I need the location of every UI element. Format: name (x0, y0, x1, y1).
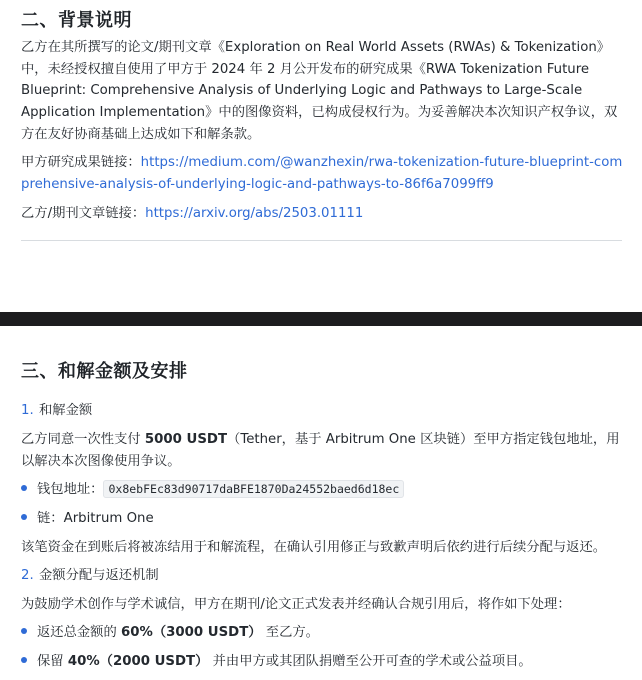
list-item-chain (21, 508, 154, 529)
list-item-title: 金额分配与返还机制 (39, 568, 159, 583)
donation-text: 保留 (37, 654, 68, 669)
refund-amount: 60%（3000 USDT） (121, 625, 262, 640)
payment-text-rest: （Tether，基于 Arbitrum One 区块链）至甲方指定钱包地址，用以解决本次图像使用争议。 (21, 432, 620, 469)
list-item-title: 和解金额 (39, 403, 93, 418)
section-heading-settlement: 三、和解金额及安排 (21, 361, 188, 382)
bullet-icon (21, 514, 27, 520)
bullet-icon (21, 485, 27, 491)
background-paragraph: 乙方在其所撰写的论文/期刊文章《Exploration on Real World Assets (RWAs) & Tokenization》中，未经授权擅自使用了甲方于 2024 年 2 月公开发布的研究成果《RWA Tokenization Future Blueprint: Comprehensive Analysis of Underlying Logic and Pathways to Large-Scale Application Implementation》中的图像资料，已构成侵权行为。为妥善解决本次知识产权争议，双方在友好协商基础上达成如下和解条款。 (21, 40, 618, 142)
party-a-link-label: 甲方研究成果链接： (21, 155, 141, 170)
chain-text: 链：Arbitrum One (37, 511, 154, 526)
refund-text-rest: 至乙方。 (261, 625, 319, 640)
list-item-wallet (21, 479, 404, 500)
party-a-link[interactable]: https://medium.com/@wanzhexin/rwa-tokenization-future-blueprint-comprehensive-analysis-of-underlying-logic-and-pathways-to-86f6a7099ff9 (21, 155, 623, 192)
list-item-refund (21, 622, 319, 643)
list-item-settlement-amount (21, 400, 626, 422)
list-number: 2. (21, 568, 34, 583)
payment-text: 乙方同意一次性支付 (21, 432, 145, 447)
payment-paragraph (21, 429, 626, 472)
divider (21, 240, 622, 241)
payment-amount: 5000 USDT (144, 432, 228, 447)
bullet-icon (21, 657, 27, 663)
dark-separator-band (0, 312, 642, 326)
section-heading-background: 二、背景说明 (21, 10, 132, 31)
list-item-donation (21, 651, 532, 672)
bullet-icon (21, 628, 27, 634)
list-number: 1. (21, 403, 34, 418)
freeze-paragraph: 该笔资金在到账后将被冻结用于和解流程，在确认引用修正与致歉声明后依约进行后续分配与返还。 (21, 540, 607, 555)
wallet-label: 钱包地址： (37, 482, 104, 497)
refund-text: 返还总金额的 (37, 625, 122, 640)
party-b-link-label: 乙方/期刊文章链接： (21, 206, 146, 221)
wallet-address: 0x8ebFEc83d90717daBFE1870Da24552baed6d18ec (103, 480, 404, 498)
party-b-link[interactable]: https://arxiv.org/abs/2503.01111 (145, 206, 364, 221)
party-b-link-line (21, 203, 626, 225)
section-background (0, 0, 642, 312)
list-item-allocation (21, 565, 626, 587)
allocation-paragraph: 为鼓励学术创作与学术诚信，甲方在期刊/论文正式发表并经确认合规引用后，将作如下处理： (21, 597, 571, 612)
donation-text-rest: 并由甲方或其团队捐赠至公开可查的学术或公益项目。 (208, 654, 532, 669)
donation-amount: 40%（2000 USDT） (67, 654, 209, 669)
party-a-link-line (21, 152, 626, 195)
